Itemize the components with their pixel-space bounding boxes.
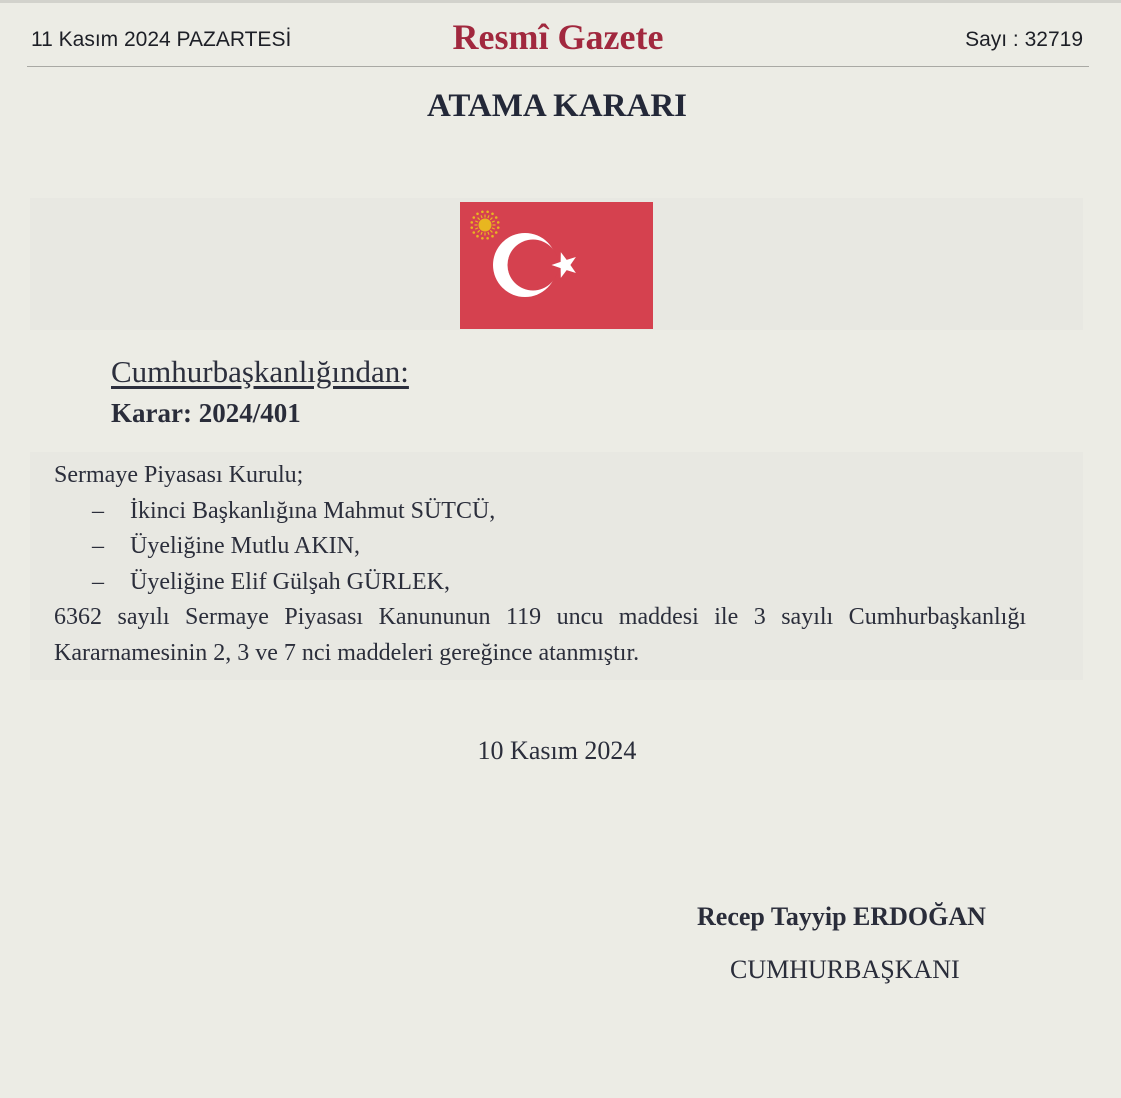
- top-border: [0, 0, 1121, 3]
- closing-line-1: 6362 sayılı Sermaye Piyasası Kanununun 119 uncu maddesi ile 3 sayılı Cumhurbaşkanlığı: [54, 604, 1026, 630]
- decision-body: [54, 458, 1026, 671]
- seal-star: [481, 210, 484, 213]
- signer-name: Recep Tayyip ERDOĞAN: [697, 902, 986, 931]
- decision-date: 10 Kasım 2024: [477, 736, 637, 765]
- seal-star: [472, 231, 475, 234]
- issue-number: Sayı : 32719: [965, 28, 1083, 51]
- seal-star: [491, 235, 494, 238]
- seal-star: [497, 226, 500, 229]
- seal-star: [470, 221, 473, 224]
- list-item: [54, 529, 1026, 565]
- seal-star: [495, 231, 498, 234]
- seal-star: [476, 212, 479, 215]
- turkish-flag-icon: [460, 202, 653, 329]
- seal-star: [486, 210, 489, 213]
- list-item-text: Üyeliğine Mutlu AKIN,: [130, 533, 360, 559]
- seal-star: [476, 235, 479, 238]
- list-item-text: İkinci Başkanlığına Mahmut SÜTCÜ,: [130, 497, 496, 524]
- signer-title: CUMHURBAŞKANI: [730, 955, 960, 984]
- seal-sun: [479, 219, 492, 232]
- issuer-heading: Cumhurbaşkanlığından:: [111, 354, 409, 389]
- decision-number: Karar: 2024/401: [111, 398, 301, 428]
- issue-date: 11 Kasım 2024 PAZARTESİ: [31, 28, 292, 51]
- seal-star: [497, 221, 500, 224]
- list-dash: –: [92, 497, 104, 524]
- seal-star: [495, 216, 498, 219]
- seal-star: [470, 226, 473, 229]
- list-dash: –: [92, 568, 104, 595]
- document-heading: ATAMA KARARI: [426, 88, 688, 124]
- seal-star: [481, 237, 484, 240]
- seal-star: [491, 212, 494, 215]
- list-item: [54, 494, 1026, 530]
- body-intro: Sermaye Piyasası Kurulu;: [54, 462, 304, 488]
- list-dash: –: [92, 533, 104, 559]
- list-item: [54, 565, 1026, 601]
- list-item-text: Üyeliğine Elif Gülşah GÜRLEK,: [130, 568, 450, 595]
- seal-star: [486, 237, 489, 240]
- flag-graphic: [460, 202, 653, 329]
- gazette-title[interactable]: Resmî Gazete: [452, 17, 664, 57]
- closing-line-2: Kararnamesinin 2, 3 ve 7 nci maddeleri gereğince atanmıştır.: [54, 639, 640, 666]
- gazette-header: [27, 12, 1089, 67]
- seal-star: [472, 216, 475, 219]
